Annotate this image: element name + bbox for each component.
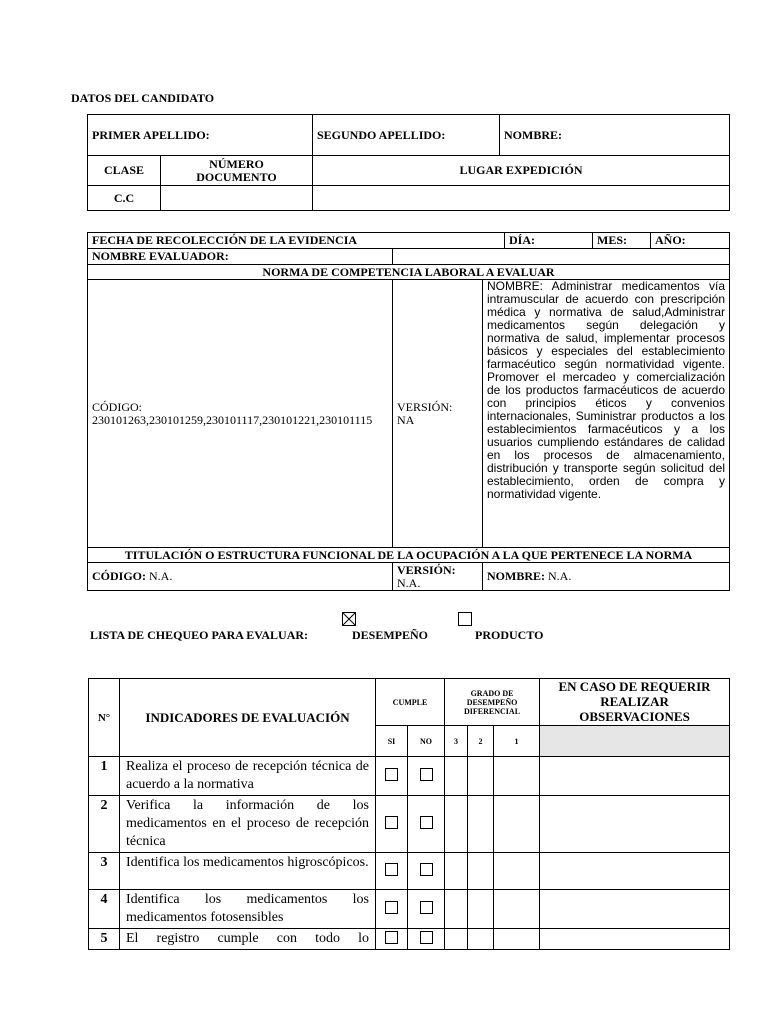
tit-nombre-value: N.A. <box>545 569 572 583</box>
nombre-evaluador-label: NOMBRE EVALUADOR: <box>88 249 393 265</box>
row-indicator: El registro cumple con todo lo <box>120 929 376 950</box>
observaciones-cell[interactable] <box>540 796 730 853</box>
norma-header: NORMA DE COMPETENCIA LABORAL A EVALUAR <box>88 265 730 280</box>
si-checkbox[interactable] <box>376 757 408 796</box>
ano-label: AÑO: <box>651 233 730 249</box>
grado-2-cell[interactable] <box>468 929 494 950</box>
candidate-table <box>87 114 730 211</box>
titulacion-header: TITULACIÓN O ESTRUCTURA FUNCIONAL DE LA OCUPACIÓN A LA QUE PERTENECE LA NORMA <box>88 548 730 563</box>
primer-apellido-label: PRIMER APELLIDO: <box>88 115 313 156</box>
col-g3: 3 <box>445 726 468 757</box>
nombre-label: NOMBRE: <box>500 115 730 156</box>
grado-1-cell[interactable] <box>494 757 540 796</box>
no-checkbox[interactable] <box>408 796 445 853</box>
col-observaciones: EN CASO DE REQUERIR REALIZAR OBSERVACIONES <box>540 679 730 726</box>
grado-3-cell[interactable] <box>445 853 468 890</box>
checklist-label: LISTA DE CHEQUEO PARA EVALUAR: <box>90 628 309 642</box>
tit-nombre-cell <box>483 563 730 591</box>
grado-1-cell[interactable] <box>494 890 540 929</box>
tit-nombre-label: NOMBRE: <box>487 569 545 583</box>
tit-codigo-cell <box>88 563 393 591</box>
grado-1-cell[interactable] <box>494 796 540 853</box>
clase-value: C.C <box>88 186 161 211</box>
col-cumple: CUMPLE <box>376 679 445 726</box>
codigo-value: 230101263,230101259,230101117,230101221,230101115 <box>92 412 373 427</box>
lugar-expedicion-value[interactable] <box>313 186 730 211</box>
row-num: 1 <box>89 757 120 796</box>
table-row <box>89 853 730 890</box>
version-value: NA <box>397 412 415 427</box>
no-checkbox[interactable] <box>408 929 445 950</box>
grado-2-cell[interactable] <box>468 796 494 853</box>
tit-codigo-label: CÓDIGO: <box>92 569 146 583</box>
col-si: SI <box>376 726 408 757</box>
col-grado: GRADO DE DESEMPEÑO DIFERENCIAL <box>445 679 540 726</box>
section-title: DATOS DEL CANDIDATO <box>71 91 215 105</box>
observaciones-cell[interactable] <box>540 890 730 929</box>
version-cell <box>393 280 483 548</box>
col-no: NO <box>408 726 445 757</box>
no-checkbox[interactable] <box>408 757 445 796</box>
grado-3-cell[interactable] <box>445 757 468 796</box>
desempeno-label: DESEMPEÑO <box>352 628 429 642</box>
tit-version-label: VERSIÓN: <box>397 562 456 577</box>
row-num: 2 <box>89 796 120 853</box>
norm-table <box>87 232 730 591</box>
dia-label: DÍA: <box>505 233 593 249</box>
clase-label: CLASE <box>88 156 161 186</box>
observaciones-cell[interactable] <box>540 757 730 796</box>
lugar-expedicion-label: LUGAR EXPEDICIÓN <box>313 156 730 186</box>
version-label: VERSIÓN: <box>397 399 453 414</box>
observaciones-cell[interactable] <box>540 929 730 950</box>
desempeno-checkbox[interactable] <box>342 612 356 626</box>
row-indicator: Verifica la información de los medicamentos en el proceso de recepción técnica <box>120 796 376 853</box>
row-indicator: Identifica los medicamentos higroscópicos. <box>120 853 376 890</box>
table-row <box>89 796 730 853</box>
codigo-cell <box>88 280 393 548</box>
row-num: 4 <box>89 890 120 929</box>
segundo-apellido-label: SEGUNDO APELLIDO: <box>313 115 500 156</box>
mes-label: MES: <box>593 233 651 249</box>
grado-3-cell[interactable] <box>445 796 468 853</box>
no-checkbox[interactable] <box>408 890 445 929</box>
col-indicadores: INDICADORES DE EVALUACIÓN <box>120 679 376 757</box>
numero-documento-label: NÚMERO DOCUMENTO <box>161 156 313 186</box>
row-num: 5 <box>89 929 120 950</box>
grado-1-cell[interactable] <box>494 853 540 890</box>
tit-version-cell <box>393 563 483 591</box>
grado-3-cell[interactable] <box>445 890 468 929</box>
fecha-label: FECHA DE RECOLECCIÓN DE LA EVIDENCIA <box>88 233 505 249</box>
row-indicator: Realiza el proceso de recepción técnica de acuerdo a la normativa <box>120 757 376 796</box>
producto-checkbox[interactable] <box>458 612 472 626</box>
col-g1: 1 <box>494 726 540 757</box>
tit-codigo-value: N.A. <box>146 569 173 583</box>
si-checkbox[interactable] <box>376 853 408 890</box>
col-num: N° <box>89 679 120 757</box>
si-checkbox[interactable] <box>376 890 408 929</box>
table-row <box>89 890 730 929</box>
table-row <box>89 929 730 950</box>
si-checkbox[interactable] <box>376 796 408 853</box>
grado-2-cell[interactable] <box>468 853 494 890</box>
nombre-norma: NOMBRE: Administrar medicamentos vía intramuscular de acuerdo con prescripción médica y normativa de salud,Administrar medicamentos según delegación y normativa de salud, implementar procesos básicos y especiales del establecimiento farmacéutico según normatividad vigente. Promover el mercadeo y comercialización de los productos farmacéuticos de acuerdo con principios éticos y convenios internacionales, Suministrar productos a los establecimientos farmacéuticos y a los usuarios cumpliendo estándares de calidad en los procesos de almacenamiento, distribución y transporte según solicitud del establecimiento, orden de compra y normatividad vigente. <box>483 280 730 548</box>
no-checkbox[interactable] <box>408 853 445 890</box>
evaluation-table <box>88 678 730 950</box>
grado-2-cell[interactable] <box>468 890 494 929</box>
si-checkbox[interactable] <box>376 929 408 950</box>
checked-box-icon <box>342 612 356 626</box>
grado-3-cell[interactable] <box>445 929 468 950</box>
table-row <box>89 757 730 796</box>
observaciones-header-shade <box>540 726 730 757</box>
nombre-evaluador-value[interactable] <box>393 249 730 265</box>
col-g2: 2 <box>468 726 494 757</box>
codigo-label: CÓDIGO: <box>92 399 142 414</box>
producto-label: PRODUCTO <box>475 628 544 642</box>
row-indicator: Identifica los medicamentos los medicamentos fotosensibles <box>120 890 376 929</box>
grado-1-cell[interactable] <box>494 929 540 950</box>
row-num: 3 <box>89 853 120 890</box>
numero-documento-value[interactable] <box>161 186 313 211</box>
observaciones-cell[interactable] <box>540 853 730 890</box>
grado-2-cell[interactable] <box>468 757 494 796</box>
tit-version-value: N.A. <box>397 575 421 590</box>
